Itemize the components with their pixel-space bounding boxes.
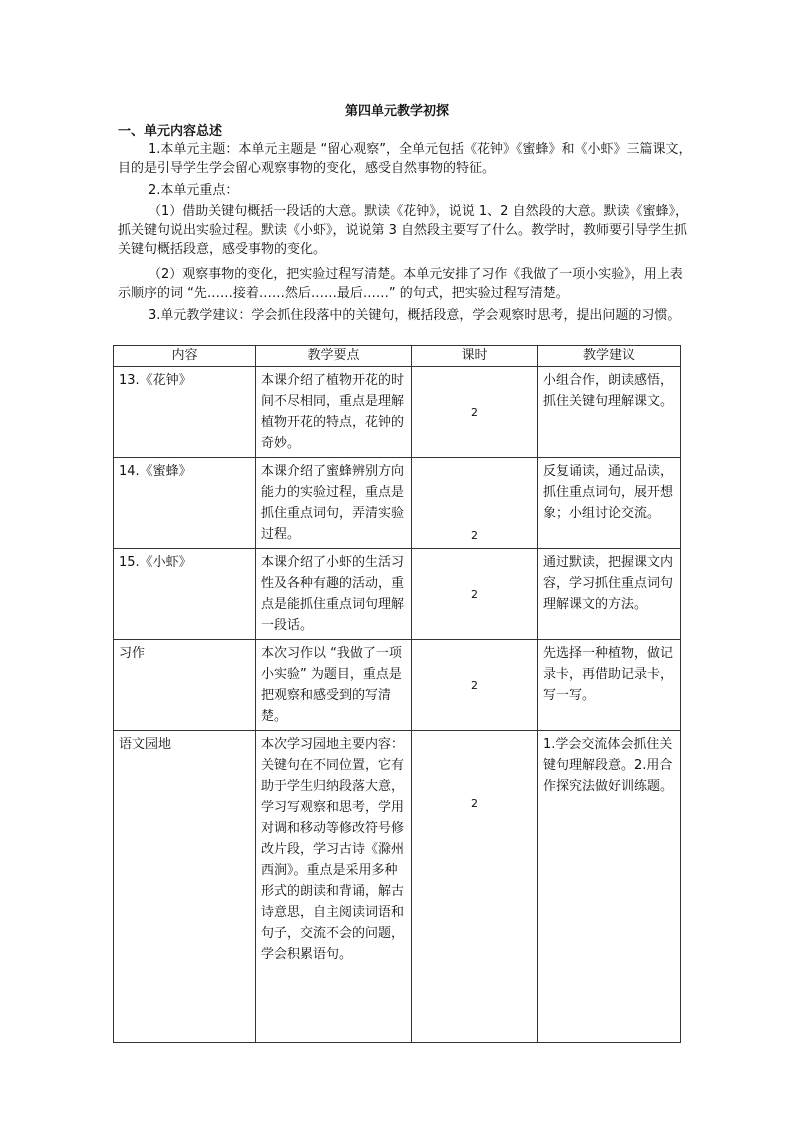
page-title: 第四单元教学初探 — [344, 104, 449, 119]
table-row — [114, 367, 681, 458]
header-suggestion: 教学建议 — [538, 346, 681, 367]
header-content: 内容 — [114, 346, 256, 367]
cell-suggestion: 先选择一种植物，做记录卡，再借助记录卡，写一写。 — [538, 640, 681, 731]
cell-content: 15.《小虾》 — [114, 549, 256, 640]
header-hours: 课时 — [412, 346, 538, 367]
table-row — [114, 549, 681, 640]
cell-content: 语文园地 — [114, 731, 256, 1043]
cell-points: 本课介绍了小虾的生活习性及各种有趣的活动，重点是能抓住重点词句理解一段话。 — [256, 549, 412, 640]
cell-points: 本次习作以 “我做了一项小实验” 为题目，重点是把观察和感受到的写清楚。 — [256, 640, 412, 731]
cell-points: 本次学习园地主要内容：关键句在不同位置，它有助于学生归纳段落大意，学习写观察和思考，学用对调和移动等修改符号修改片段，学习古诗《滁州西涧》。重点是采用多种形式的朗读和背诵，解古诗意思，自主阅读词语和句子，交流不会的问题，学会积累语句。 — [256, 731, 412, 1043]
teaching-plan-table — [113, 345, 681, 1043]
cell-suggestion: 小组合作，朗读感悟，抓住关键句理解课文。 — [538, 367, 681, 458]
cell-content: 13.《花钟》 — [114, 367, 256, 458]
paragraph-theme: 1.本单元主题：本单元主题是 “留心观察”，全单元包括《花钟》《蜜蜂》和《小虾》三篇课文，目的是引导学生学会留心观察事物的变化，感受自然事物的特征。 — [118, 142, 692, 176]
cell-suggestion: 通过默读，把握课文内容，学习抓住重点词句理解课文的方法。 — [538, 549, 681, 640]
table-row — [114, 731, 681, 1043]
table-row — [114, 640, 681, 731]
cell-hours: 2 — [412, 731, 538, 1043]
cell-hours: 2 — [412, 549, 538, 640]
cell-suggestion: 反复诵读，通过品读，抓住重点词句，展开想象；小组讨论交流。 — [538, 458, 681, 549]
cell-hours: 2 — [412, 458, 538, 549]
cell-hours: 2 — [412, 640, 538, 731]
header-points: 教学要点 — [256, 346, 412, 367]
paragraph-suggestion: 3.单元教学建议：学会抓住段落中的关键句，概括段意，学会观察时思考，提出问题的习惯。 — [148, 308, 681, 323]
cell-suggestion: 1.学会交流体会抓住关键句理解段意。2.用合作探究法做好训练题。 — [538, 731, 681, 1043]
cell-hours: 2 — [412, 367, 538, 458]
cell-content: 14.《蜜蜂》 — [114, 458, 256, 549]
paragraph-focus-heading: 2.本单元重点： — [148, 183, 239, 198]
cell-content: 习作 — [114, 640, 256, 731]
paragraph-focus-1: （1）借助关键句概括一段话的大意。默读《花钟》，说说 1、2 自然段的大意。默读《蜜蜂》，抓关键句说出实验过程。默读《小虾》，说说第 3 自然段主要写了什么。教学时，教师要引导学生抓关键句概括段意，感受事物的变化。 — [118, 204, 689, 257]
section-heading: 一、单元内容总述 — [118, 124, 223, 139]
table-header-row — [114, 346, 681, 367]
table-row — [114, 458, 681, 549]
cell-points: 本课介绍了蜜蜂辨别方向能力的实验过程，重点是抓住重点词句，弄清实验过程。 — [256, 458, 412, 549]
paragraph-focus-2: （2）观察事物的变化，把实验过程写清楚。本单元安排了习作《我做了一项小实验》，用上表示顺序的词 “先……接着……然后……最后……” 的句式，把实验过程写清楚。 — [118, 267, 683, 301]
cell-points: 本课介绍了植物开花的时间不尽相同，重点是理解植物开花的特点，花钟的奇妙。 — [256, 367, 412, 458]
